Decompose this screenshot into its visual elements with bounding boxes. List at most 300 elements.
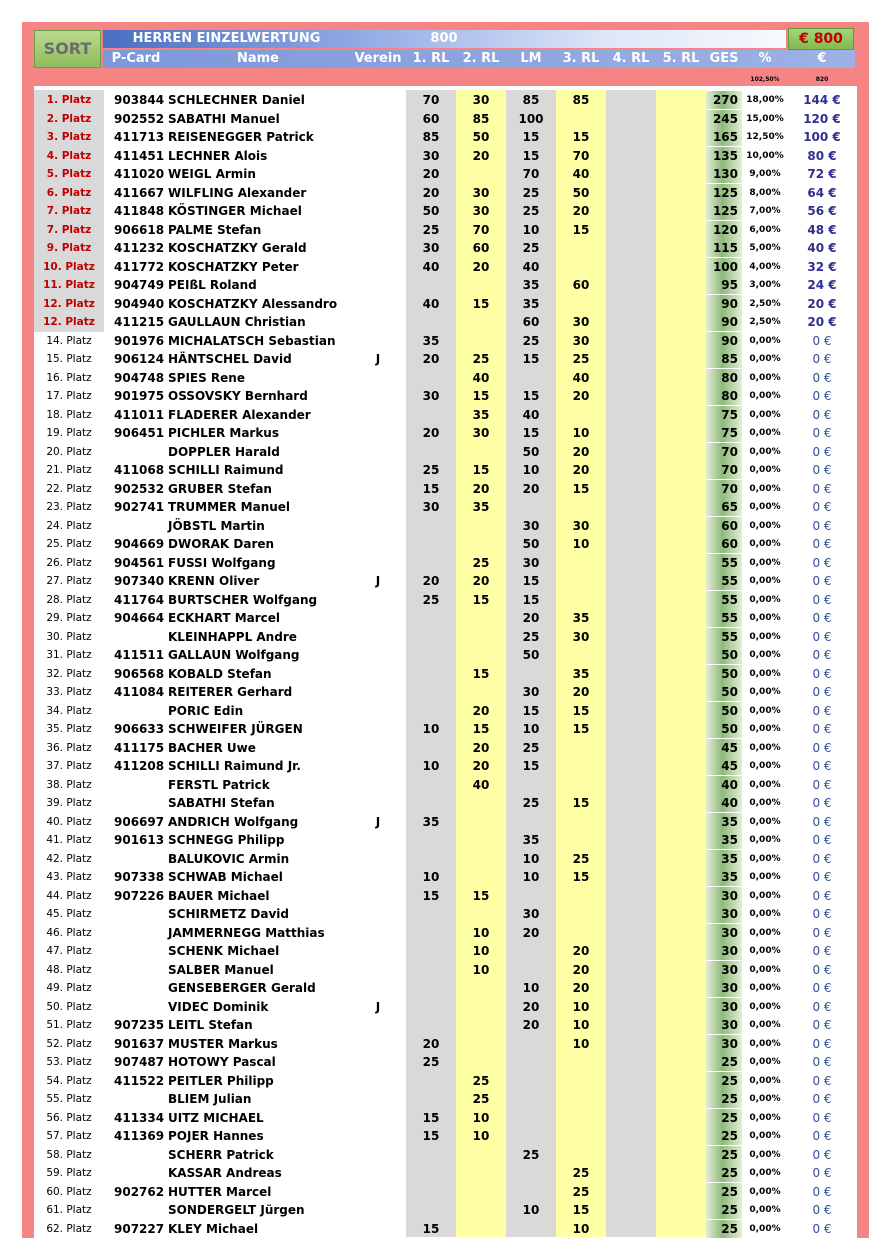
- row-lm: [506, 776, 556, 794]
- row-2rl: [456, 979, 506, 997]
- row-3rl: 15: [572, 870, 590, 884]
- row-name: BURTSCHER Wolfgang: [168, 592, 318, 607]
- row-2rl: 35: [472, 407, 490, 422]
- row-pcard: 906124: [114, 352, 165, 366]
- row-1rl: [406, 1090, 456, 1108]
- row-verein: [350, 646, 406, 664]
- row-pcard: [106, 1164, 168, 1182]
- row-euro: 0 €: [812, 666, 832, 681]
- row-1rl: 35: [422, 333, 440, 348]
- sort-button[interactable]: SORT: [34, 30, 101, 68]
- row-ges: 80: [706, 387, 742, 405]
- row-euro: 0 €: [812, 352, 832, 366]
- row-1rl: [406, 665, 456, 683]
- row-ges: 30: [706, 979, 742, 997]
- euro-total: 820: [815, 76, 829, 83]
- row-2rl: 20: [472, 574, 490, 588]
- row-percent: 5,00%: [749, 243, 781, 253]
- row-verein: [350, 720, 406, 738]
- row-place: 4. Platz: [46, 149, 92, 162]
- row-lm: 10: [522, 722, 540, 736]
- row-2rl: [456, 609, 506, 627]
- title-amount: 800: [430, 31, 458, 46]
- row-verein: [350, 184, 406, 202]
- row-percent: 0,00%: [749, 446, 781, 457]
- row-percent: 0,00%: [749, 687, 781, 697]
- row-verein: [350, 517, 406, 535]
- row-lm: 25: [522, 1147, 540, 1162]
- row-verein: [350, 905, 406, 923]
- row-percent: 0,00%: [749, 946, 781, 956]
- row-name: SABATHI Stefan: [168, 796, 275, 810]
- row-1rl: [406, 850, 456, 868]
- row-2rl: [456, 332, 506, 350]
- row-2rl: 20: [472, 703, 490, 718]
- row-1rl: 30: [422, 500, 440, 514]
- row-pcard: [106, 794, 168, 812]
- row-verein: [350, 1220, 406, 1238]
- row-verein: [350, 165, 406, 183]
- row-percent: 0,00%: [749, 1112, 781, 1123]
- row-place: 19. Platz: [46, 427, 92, 439]
- row-place: 58. Platz: [46, 1148, 92, 1161]
- row-3rl: 20: [572, 981, 590, 995]
- row-2rl: 30: [472, 426, 490, 440]
- row-ges: 50: [706, 646, 742, 664]
- row-name: HOTOWY Pascal: [168, 1055, 276, 1069]
- row-ges: 115: [706, 239, 742, 257]
- row-verein: [350, 924, 406, 942]
- row-pcard: 904748: [114, 370, 165, 385]
- row-euro: 0 €: [812, 1110, 832, 1125]
- row-percent: 0,00%: [749, 872, 781, 882]
- row-name: UITZ MICHAEL: [168, 1110, 264, 1125]
- row-lm: 20: [522, 481, 540, 496]
- row-2rl: 15: [472, 389, 490, 403]
- row-3rl: 25: [572, 1166, 590, 1180]
- row-1rl: 40: [422, 259, 440, 274]
- row-verein: [350, 110, 406, 128]
- row-pcard: 411232: [114, 241, 165, 255]
- row-ges: 35: [706, 850, 742, 868]
- row-1rl: [406, 979, 456, 997]
- row-verein: [350, 387, 406, 405]
- row-percent: 0,00%: [749, 1057, 781, 1067]
- row-pcard: 411772: [114, 259, 165, 274]
- row-ges: 90: [706, 332, 742, 350]
- row-percent: 0,00%: [749, 1131, 781, 1141]
- row-3rl: 40: [572, 370, 590, 385]
- row-name: POJER Hannes: [168, 1129, 264, 1143]
- row-3rl: [556, 1146, 606, 1164]
- row-percent: 4,00%: [749, 261, 781, 272]
- row-euro: 0 €: [812, 685, 832, 699]
- row-name: BLIEM Julian: [168, 1092, 252, 1106]
- row-2rl: [456, 1016, 506, 1034]
- row-verein: [350, 1035, 406, 1053]
- row-lm: 15: [522, 389, 540, 403]
- row-ges: 50: [706, 683, 742, 701]
- row-3rl: [556, 1053, 606, 1071]
- row-verein: [350, 979, 406, 997]
- row-percent: 8,00%: [749, 187, 781, 198]
- row-pcard: 411522: [114, 1073, 165, 1088]
- row-place: 22. Platz: [46, 482, 92, 495]
- row-name: GALLAUN Wolfgang: [168, 648, 300, 662]
- row-ges: 40: [706, 794, 742, 812]
- row-ges: 120: [706, 221, 742, 239]
- row-place: 37. Platz: [46, 760, 92, 772]
- row-percent: 0,00%: [749, 816, 781, 827]
- row-3rl: [556, 646, 606, 664]
- row-euro: 0 €: [812, 722, 832, 736]
- row-place: 47. Platz: [46, 945, 92, 957]
- row-pcard: [106, 1090, 168, 1108]
- row-3rl: 40: [572, 167, 590, 181]
- row-euro: 0 €: [812, 333, 832, 348]
- row-3rl: [556, 239, 606, 257]
- row-lm: 40: [522, 407, 540, 422]
- row-ges: 30: [706, 1035, 742, 1053]
- row-lm: [506, 1220, 556, 1238]
- row-percent: 0,00%: [749, 372, 781, 383]
- row-percent: 0,00%: [749, 798, 781, 808]
- row-verein: [350, 221, 406, 239]
- row-1rl: [406, 554, 456, 572]
- row-place: 43. Platz: [46, 871, 92, 883]
- row-ges: 45: [706, 757, 742, 775]
- row-percent: 0,00%: [749, 1094, 781, 1104]
- row-1rl: 20: [422, 574, 440, 588]
- row-3rl: 35: [572, 611, 590, 625]
- row-euro: 0 €: [812, 925, 832, 940]
- row-name: BACHER Uwe: [168, 740, 256, 755]
- row-name: FUSSI Wolfgang: [168, 555, 276, 570]
- row-place: 24. Platz: [46, 519, 92, 532]
- row-name: SCHERR Patrick: [168, 1147, 274, 1162]
- row-3rl: 20: [572, 389, 590, 403]
- row-name: REITERER Gerhard: [168, 685, 293, 699]
- row-1rl: 20: [422, 1036, 440, 1051]
- row-percent: 0,00%: [749, 539, 781, 549]
- row-pcard: 902741: [114, 500, 165, 514]
- row-place: 48. Platz: [46, 963, 92, 976]
- row-pcard: 411334: [114, 1110, 165, 1125]
- row-name: KLEY Michael: [168, 1221, 259, 1236]
- row-pcard: 907226: [114, 888, 165, 903]
- row-percent: 0,00%: [749, 890, 781, 901]
- row-percent: 0,00%: [749, 335, 781, 346]
- row-name: SONDERGELT Jürgen: [168, 1203, 305, 1217]
- row-ges: 25: [706, 1146, 742, 1164]
- row-verein: [350, 295, 406, 313]
- row-2rl: 20: [472, 148, 490, 163]
- row-lm: [506, 1072, 556, 1090]
- row-ges: 40: [706, 776, 742, 794]
- row-1rl: [406, 609, 456, 627]
- row-ges: 135: [706, 147, 742, 165]
- row-euro: 0 €: [812, 703, 832, 718]
- row-2rl: [456, 683, 506, 701]
- row-2rl: 25: [472, 352, 490, 366]
- row-euro: 0 €: [812, 1203, 832, 1217]
- row-2rl: 85: [472, 111, 490, 126]
- row-pcard: [106, 776, 168, 794]
- row-3rl: 15: [572, 222, 590, 237]
- row-name: ECKHART Marcel: [168, 611, 281, 625]
- row-percent: 0,00%: [749, 650, 781, 660]
- row-2rl: 25: [472, 1073, 490, 1088]
- row-name: GENSEBERGER Gerald: [168, 981, 316, 995]
- row-euro: 0 €: [812, 888, 832, 903]
- row-verein: [350, 702, 406, 720]
- row-euro: 0 €: [812, 1018, 832, 1032]
- row-euro: 0 €: [812, 907, 832, 921]
- row-place: 41. Platz: [46, 834, 92, 846]
- row-2rl: 10: [472, 1129, 490, 1143]
- row-lm: 25: [522, 185, 540, 200]
- row-place: 62. Platz: [46, 1222, 92, 1235]
- row-name: SCHWEIFER JÜRGEN: [168, 722, 303, 736]
- row-place: 33. Platz: [46, 686, 92, 698]
- row-place: 42. Platz: [46, 852, 92, 865]
- row-ges: 25: [706, 1220, 742, 1238]
- row-verein: J: [375, 999, 381, 1014]
- row-3rl: 10: [572, 1036, 590, 1051]
- row-lm: 20: [522, 1018, 540, 1032]
- row-pcard: 411451: [114, 148, 165, 163]
- row-lm: [506, 1053, 556, 1071]
- row-name: KASSAR Andreas: [168, 1166, 282, 1180]
- row-percent: 15,00%: [746, 113, 784, 124]
- row-2rl: 40: [472, 777, 490, 792]
- row-verein: [350, 443, 406, 461]
- row-percent: 0,00%: [749, 853, 781, 864]
- row-percent: 9,00%: [749, 169, 781, 179]
- row-lm: [506, 1035, 556, 1053]
- row-verein: [350, 1127, 406, 1145]
- row-name: FLADERER Alexander: [168, 407, 311, 422]
- row-1rl: [406, 443, 456, 461]
- row-name: SALBER Manuel: [168, 962, 274, 977]
- row-2rl: [456, 905, 506, 923]
- row-2rl: 15: [472, 666, 490, 681]
- row-pcard: 907227: [114, 1221, 165, 1236]
- row-percent: 0,00%: [749, 1205, 781, 1215]
- row-place: 12. Platz: [43, 297, 95, 310]
- row-lm: [506, 369, 556, 387]
- row-ges: 85: [706, 350, 742, 368]
- row-lm: 20: [522, 925, 540, 940]
- row-1rl: 20: [422, 185, 440, 200]
- row-ges: 35: [706, 813, 742, 831]
- row-place: 15. Platz: [46, 353, 92, 365]
- row-name: WEIGL Armin: [168, 167, 256, 181]
- row-verein: [350, 424, 406, 442]
- row-euro: 0 €: [812, 1166, 832, 1180]
- row-pcard: 906633: [114, 722, 165, 736]
- row-percent: 18,00%: [746, 95, 784, 105]
- row-pcard: 907340: [114, 574, 165, 588]
- row-ges: 30: [706, 998, 742, 1016]
- row-verein: [350, 628, 406, 646]
- row-percent: 0,00%: [749, 576, 781, 586]
- row-3rl: 25: [572, 1184, 590, 1199]
- row-place: 1. Platz: [46, 94, 92, 106]
- row-1rl: [406, 924, 456, 942]
- row-ges: 25: [706, 1183, 742, 1201]
- row-ges: 30: [706, 924, 742, 942]
- row-ges: 50: [706, 720, 742, 738]
- header-percent: %: [758, 51, 772, 66]
- row-verein: [350, 147, 406, 165]
- row-euro: 0 €: [812, 444, 832, 459]
- row-3rl: 30: [572, 629, 590, 644]
- row-1rl: 85: [422, 130, 440, 144]
- row-verein: [350, 498, 406, 516]
- row-name: HÄNTSCHEL David: [168, 352, 292, 366]
- row-3rl: 15: [572, 481, 590, 496]
- row-3rl: 70: [572, 148, 590, 163]
- row-euro: 0 €: [812, 833, 832, 847]
- row-pcard: [106, 850, 168, 868]
- row-verein: [350, 535, 406, 553]
- row-3rl: [556, 110, 606, 128]
- row-euro: 0 €: [812, 962, 832, 977]
- row-percent: 0,00%: [749, 761, 781, 771]
- row-2rl: 20: [472, 259, 490, 274]
- row-ges: 165: [706, 128, 742, 146]
- row-pcard: 411084: [114, 685, 165, 699]
- row-place: 45. Platz: [46, 908, 92, 920]
- row-3rl: [556, 739, 606, 757]
- row-1rl: [406, 1072, 456, 1090]
- row-percent: 0,00%: [749, 668, 781, 679]
- row-pcard: 411215: [114, 315, 165, 329]
- row-3rl: [556, 813, 606, 831]
- row-1rl: 60: [422, 111, 440, 126]
- header-2rl: 2. RL: [462, 51, 500, 66]
- header-1rl: 1. RL: [412, 51, 450, 66]
- row-euro: 0 €: [812, 611, 832, 625]
- row-name: KOSCHATZKY Alessandro: [168, 296, 338, 311]
- row-pcard: 906697: [114, 814, 165, 829]
- row-percent: 0,00%: [749, 927, 781, 938]
- row-place: 61. Platz: [46, 1204, 92, 1216]
- row-place: 5. Platz: [46, 168, 92, 180]
- row-percent: 2,50%: [749, 317, 781, 327]
- row-verein: [350, 258, 406, 276]
- row-2rl: 10: [472, 944, 490, 958]
- row-lm: 15: [522, 759, 540, 773]
- row-pcard: 901975: [114, 389, 165, 403]
- row-place: 46. Platz: [46, 926, 92, 939]
- row-place: 31. Platz: [46, 649, 92, 661]
- row-euro: 0 €: [812, 370, 832, 385]
- row-lm: 85: [522, 93, 540, 107]
- row-3rl: 10: [572, 426, 590, 440]
- row-pcard: 411208: [114, 759, 165, 773]
- row-2rl: 25: [472, 555, 490, 570]
- row-ges: 270: [706, 91, 742, 109]
- row-lm: 50: [522, 648, 540, 662]
- row-ges: 125: [706, 202, 742, 220]
- row-3rl: 10: [572, 537, 590, 551]
- row-verein: J: [375, 352, 381, 366]
- row-ges: 125: [706, 184, 742, 202]
- row-1rl: 50: [422, 204, 440, 218]
- row-euro: 0 €: [812, 1147, 832, 1162]
- row-pcard: [106, 1201, 168, 1219]
- row-lm: [506, 1183, 556, 1201]
- row-1rl: 20: [422, 167, 440, 181]
- row-ges: 25: [706, 1127, 742, 1145]
- row-pcard: 411764: [114, 592, 165, 607]
- row-name: KÖSTINGER Michael: [168, 204, 302, 218]
- row-ges: 45: [706, 739, 742, 757]
- column-4rl-bg: [606, 90, 656, 1237]
- row-1rl: 35: [422, 814, 440, 829]
- row-place: 38. Platz: [46, 778, 92, 791]
- row-euro: 0 €: [812, 537, 832, 551]
- row-percent: 10,00%: [746, 150, 784, 161]
- row-3rl: 85: [572, 93, 590, 107]
- row-2rl: [456, 1183, 506, 1201]
- row-percent: 0,00%: [749, 779, 781, 790]
- row-percent: 7,00%: [749, 206, 781, 216]
- row-name: KLEINHAPPL Andre: [168, 629, 297, 644]
- row-1rl: 15: [422, 481, 440, 496]
- row-verein: [350, 91, 406, 109]
- row-2rl: [456, 628, 506, 646]
- header-4rl: 4. RL: [612, 51, 650, 66]
- row-3rl: 30: [572, 333, 590, 348]
- row-place: 36. Platz: [46, 741, 92, 754]
- row-euro: 0 €: [812, 1073, 832, 1088]
- row-pcard: 907487: [114, 1055, 165, 1069]
- row-place: 17. Platz: [46, 390, 92, 402]
- row-2rl: 20: [472, 759, 490, 773]
- row-euro: 0 €: [812, 1184, 832, 1199]
- row-euro: 0 €: [812, 777, 832, 792]
- row-place: 11. Platz: [43, 279, 95, 291]
- row-name: SCHILLI Raimund: [168, 463, 284, 477]
- row-1rl: [406, 406, 456, 424]
- row-pcard: [106, 961, 168, 979]
- row-3rl: 20: [572, 685, 590, 699]
- row-place: 7. Platz: [46, 223, 92, 236]
- row-verein: [350, 739, 406, 757]
- row-name: SCHIRMETZ David: [168, 907, 289, 921]
- row-lm: 15: [522, 574, 540, 588]
- row-2rl: 30: [472, 93, 490, 107]
- row-1rl: [406, 683, 456, 701]
- row-euro: 0 €: [812, 500, 832, 514]
- row-lm: 70: [522, 167, 540, 181]
- row-lm: 100: [518, 111, 544, 126]
- row-pcard: 904664: [114, 611, 165, 625]
- row-name: GRUBER Stefan: [168, 481, 272, 496]
- row-2rl: 15: [472, 888, 490, 903]
- row-ges: 55: [706, 609, 742, 627]
- row-place: 7. Platz: [46, 205, 92, 217]
- row-pcard: 904669: [114, 537, 165, 551]
- row-pcard: 411175: [114, 740, 165, 755]
- row-3rl: [556, 757, 606, 775]
- row-2rl: [456, 646, 506, 664]
- row-2rl: 20: [472, 481, 490, 496]
- row-place: 52. Platz: [46, 1037, 92, 1050]
